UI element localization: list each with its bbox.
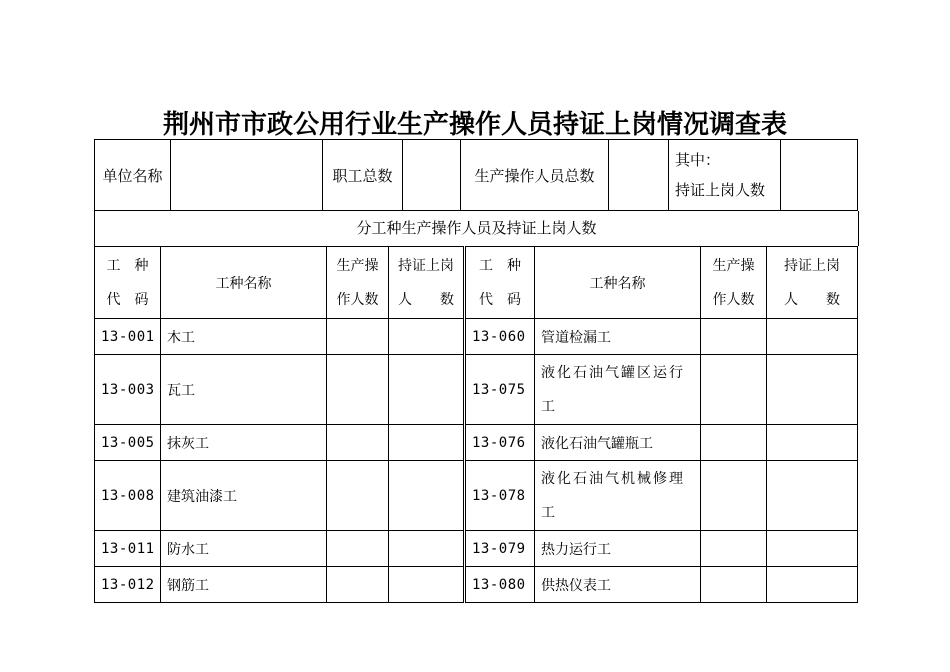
left-certified-field[interactable] — [389, 531, 465, 567]
page-title: 荆州市市政公用行业生产操作人员持证上岗情况调查表 — [162, 110, 787, 140]
table-row — [95, 425, 858, 461]
col-certified-header-right — [767, 247, 858, 319]
col-certified-line2-right: 人 数 — [784, 291, 840, 308]
right-certified-field[interactable] — [767, 567, 858, 603]
col-certified-line2: 人 数 — [398, 291, 454, 308]
right-name-cell: 液化石油气机械修理工 — [535, 461, 701, 531]
col-operators-line1-right: 生产操 — [712, 257, 755, 274]
right-name-cell: 管道检漏工 — [535, 319, 701, 355]
left-certified-field[interactable] — [389, 567, 465, 603]
right-certified-field[interactable] — [767, 531, 858, 567]
col-certified-line1-right: 持证上岗 — [784, 257, 840, 274]
of-which-label: 其中： — [675, 151, 721, 169]
right-operators-field[interactable] — [701, 319, 767, 355]
unit-name-label: 单位名称 — [95, 140, 171, 211]
right-certified-field[interactable] — [767, 425, 858, 461]
table-row — [95, 531, 858, 567]
right-code-cell: 13-075 — [465, 355, 535, 425]
section-title: 分工种生产操作人员及持证上岗人数 — [94, 211, 859, 246]
left-operators-field[interactable] — [327, 531, 389, 567]
left-name-cell: 钢筋工 — [161, 567, 327, 603]
table-row — [95, 461, 858, 531]
left-name-cell: 防水工 — [161, 531, 327, 567]
left-code-cell: 13-003 — [95, 355, 161, 425]
right-name-cell: 热力运行工 — [535, 531, 701, 567]
left-code-cell: 13-012 — [95, 567, 161, 603]
left-certified-field[interactable] — [389, 461, 465, 531]
col-operators-line2: 作人数 — [336, 291, 379, 308]
left-certified-field[interactable] — [389, 355, 465, 425]
col-certified-line1: 持证上岗 — [398, 257, 454, 274]
left-name-cell: 木工 — [161, 319, 327, 355]
table-row — [95, 567, 858, 603]
right-code-cell: 13-076 — [465, 425, 535, 461]
col-operators-line2-right: 作人数 — [712, 291, 755, 308]
col-operators-header-right — [701, 247, 767, 319]
left-operators-field[interactable] — [327, 425, 389, 461]
left-name-cell: 建筑油漆工 — [161, 461, 327, 531]
right-operators-field[interactable] — [701, 355, 767, 425]
total-staff-field[interactable] — [403, 140, 461, 211]
right-certified-field[interactable] — [767, 461, 858, 531]
left-certified-field[interactable] — [389, 425, 465, 461]
total-operators-field[interactable] — [609, 140, 669, 211]
left-name-cell: 瓦工 — [161, 355, 327, 425]
total-operators-label: 生产操作人员总数 — [461, 140, 609, 211]
col-code-header — [95, 247, 161, 319]
right-code-cell: 13-079 — [465, 531, 535, 567]
left-operators-field[interactable] — [327, 461, 389, 531]
left-operators-field[interactable] — [327, 355, 389, 425]
certified-count-label — [669, 140, 781, 211]
right-operators-field[interactable] — [701, 461, 767, 531]
left-operators-field[interactable] — [327, 319, 389, 355]
right-code-cell: 13-060 — [465, 319, 535, 355]
table-row — [95, 319, 858, 355]
column-header-row — [95, 247, 858, 319]
right-operators-field[interactable] — [701, 567, 767, 603]
col-certified-header — [389, 247, 465, 319]
right-certified-field[interactable] — [767, 319, 858, 355]
col-code-header-right — [465, 247, 535, 319]
summary-table — [94, 139, 858, 211]
right-name-cell: 液化石油气罐区运行工 — [535, 355, 701, 425]
table-row — [95, 355, 858, 425]
right-name-cell: 供热仪表工 — [535, 567, 701, 603]
right-certified-field[interactable] — [767, 355, 858, 425]
col-code-line1-right: 工 种 — [479, 257, 521, 274]
col-operators-line1: 生产操 — [336, 257, 379, 274]
right-code-cell: 13-078 — [465, 461, 535, 531]
right-code-cell: 13-080 — [465, 567, 535, 603]
col-name-header: 工种名称 — [161, 247, 327, 319]
left-certified-field[interactable] — [389, 319, 465, 355]
certified-label: 持证上岗人数 — [675, 181, 766, 199]
col-code-line2-right: 代 码 — [479, 291, 521, 308]
certified-count-field[interactable] — [781, 140, 858, 211]
left-code-cell: 13-005 — [95, 425, 161, 461]
left-operators-field[interactable] — [327, 567, 389, 603]
left-code-cell: 13-008 — [95, 461, 161, 531]
right-operators-field[interactable] — [701, 531, 767, 567]
trade-table — [94, 246, 858, 603]
col-code-line1: 工 种 — [106, 257, 149, 274]
unit-name-field[interactable] — [171, 140, 323, 211]
col-name-header-right: 工种名称 — [535, 247, 701, 319]
right-name-cell: 液化石油气罐瓶工 — [535, 425, 701, 461]
col-operators-header — [327, 247, 389, 319]
left-code-cell: 13-001 — [95, 319, 161, 355]
left-code-cell: 13-011 — [95, 531, 161, 567]
right-operators-field[interactable] — [701, 425, 767, 461]
total-staff-label: 职工总数 — [323, 140, 403, 211]
left-name-cell: 抹灰工 — [161, 425, 327, 461]
col-code-line2: 代 码 — [106, 291, 149, 308]
